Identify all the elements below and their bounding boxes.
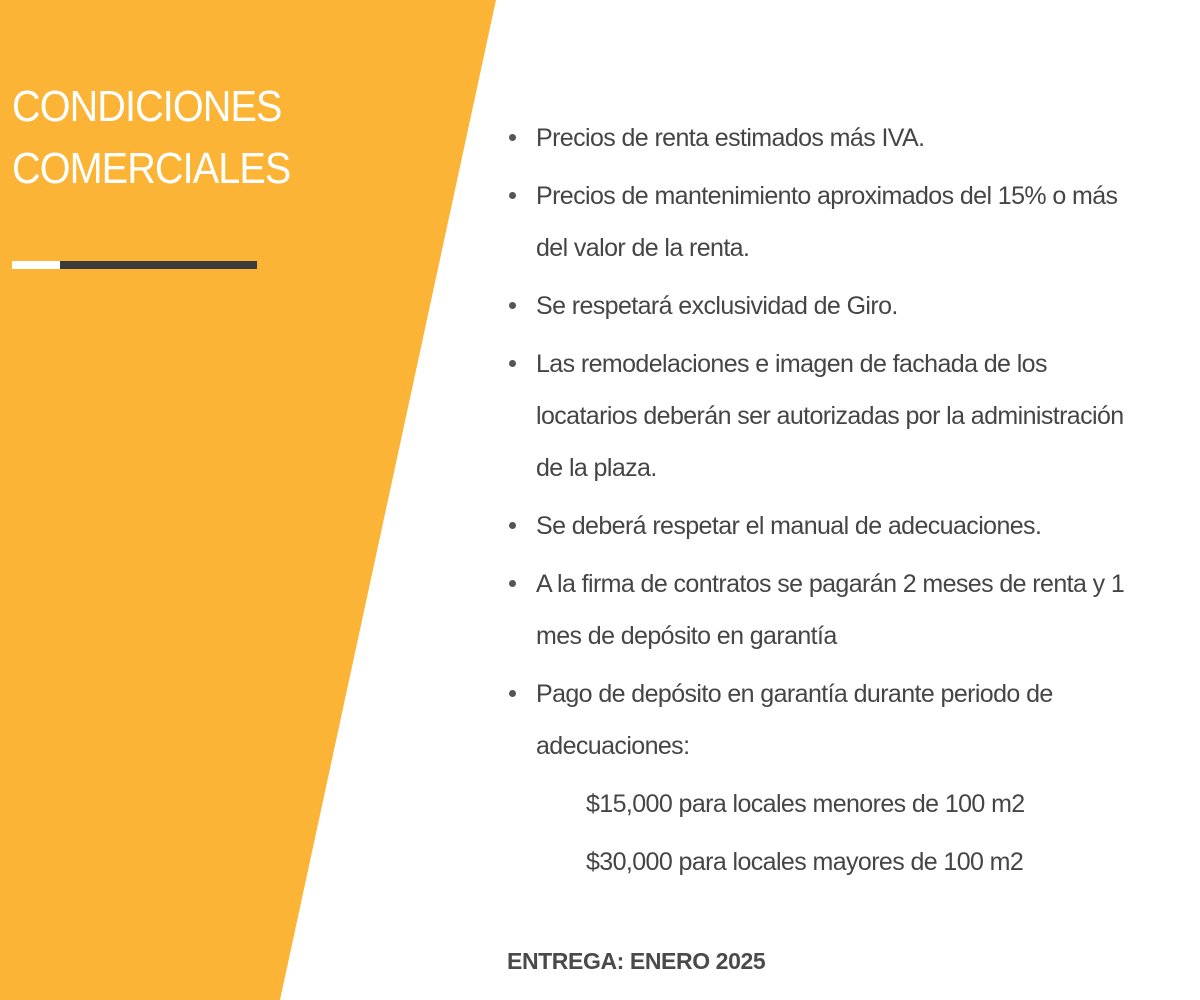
conditions-list: [536, 112, 1146, 772]
condition-item-rent-price: Precios de renta estimados más IVA.: [536, 112, 1146, 164]
deposit-amount-small: $15,000 para locales menores de 100 m2: [586, 790, 1025, 818]
divider-bar: [60, 261, 257, 269]
condition-item-deposit: Pago de depósito en garantía durante periodo de adecuaciones:: [536, 668, 1146, 772]
slide-title: [12, 76, 290, 200]
condition-item-contract-payment: A la firma de contratos se pagarán 2 meses de renta y 1 mes de depósito en garantía: [536, 558, 1146, 662]
slide-title-line-2: COMERCIALES: [12, 144, 291, 193]
deposit-amounts: [536, 778, 1146, 888]
condition-item-maintenance: Precios de mantenimiento aproximados del 15% o más del valor de la renta.: [536, 170, 1146, 274]
conditions-content: [536, 112, 1146, 894]
slide-title-line-1: CONDICIONES: [12, 82, 282, 131]
title-divider: [12, 261, 257, 269]
divider-highlight: [12, 261, 60, 269]
deposit-amount-large: $30,000 para locales mayores de 100 m2: [586, 848, 1024, 876]
condition-item-exclusivity: Se respetará exclusividad de Giro.: [536, 280, 1146, 332]
condition-item-remodeling: Las remodelaciones e imagen de fachada de los locatarios deberán ser autorizadas por la administración de la plaza.: [536, 338, 1146, 494]
delivery-date: ENTREGA: ENERO 2025: [507, 948, 766, 974]
condition-item-adaptation-manual: Se deberá respetar el manual de adecuaciones.: [536, 500, 1146, 552]
